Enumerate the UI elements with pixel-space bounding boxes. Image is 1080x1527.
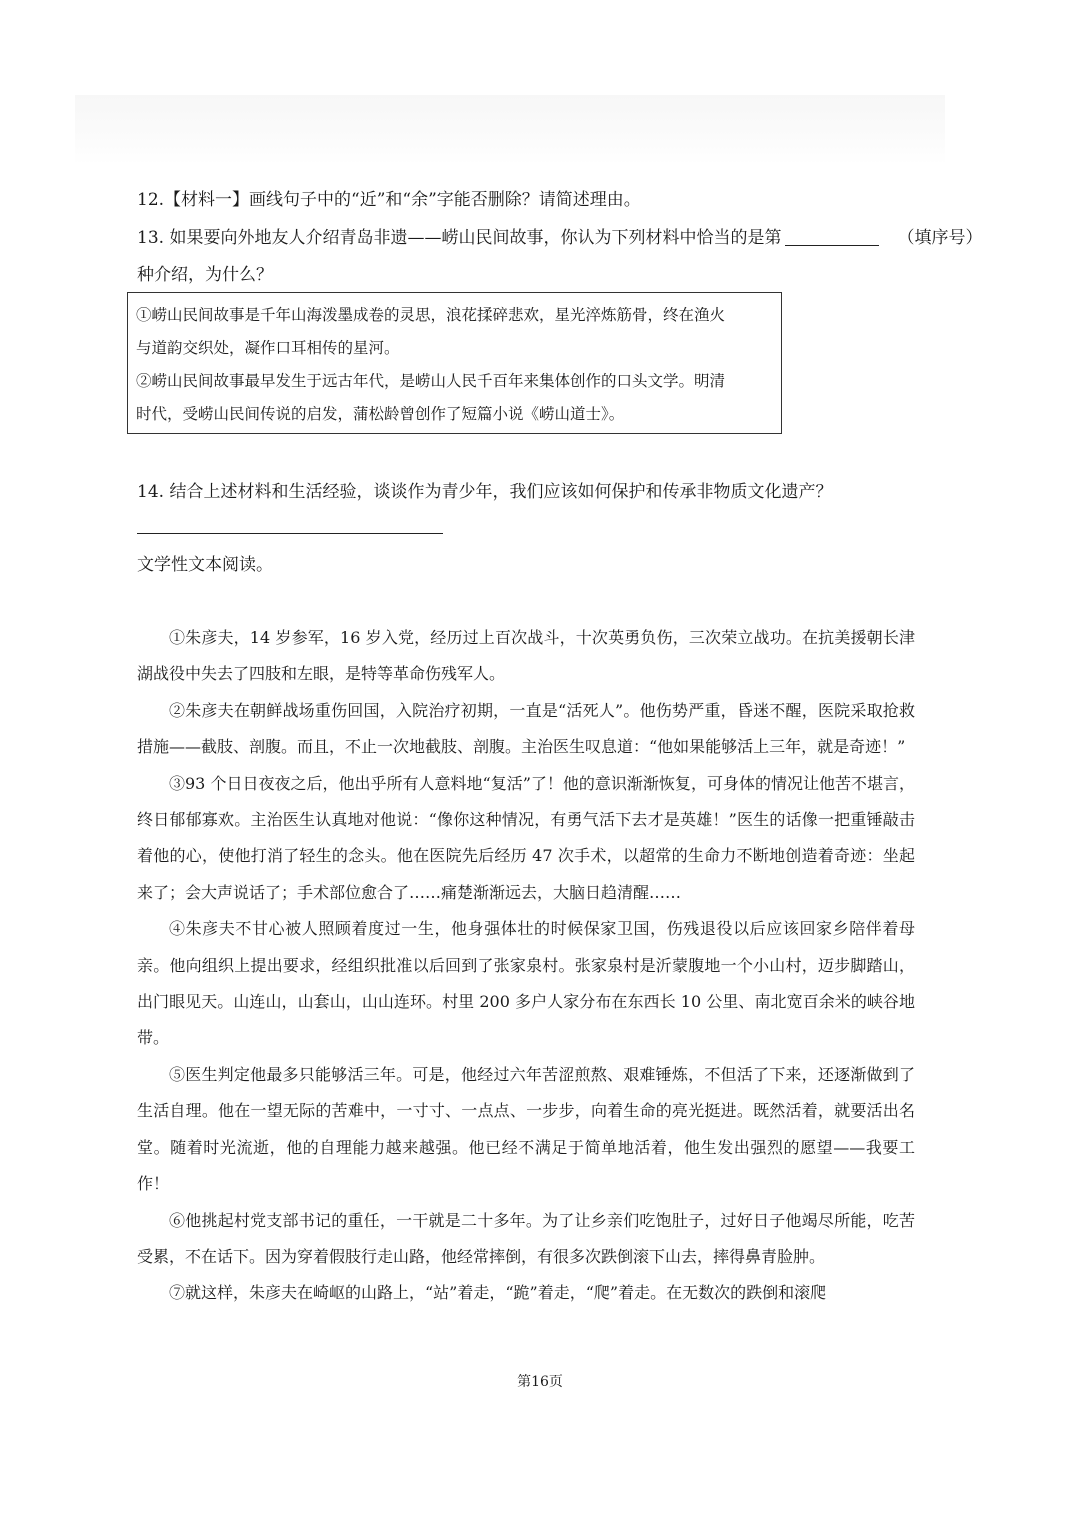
material-line: ②崂山民间故事最早发生于远古年代，是崂山人民千百年来集体创作的口头文学。明清 [136,372,726,390]
section-title: 文学性文本阅读。 [137,555,273,575]
story-paragraph: ⑤医生判定他最多只能够活三年。可是，他经过六年苦涩煎熬、艰难锤炼，不但活了下来，还逐渐做到了生活自理。他在一望无际的苦难中，一寸寸、一点点、一步步，向着生命的亮光挺进。既然活着，就要活出名堂。随着时光流逝，他的自理能力越来越强。他已经不满足于简单地活着，他生发出强烈的愿望——我要工作！ [137,1064,915,1194]
material-line: 与道韵交织处，凝作口耳相传的星河。 [136,339,400,357]
question-13-continuation: 种介绍，为什么？ [137,265,273,285]
story-text [137,620,915,1312]
material-line: ①崂山民间故事是千年山海泼墨成卷的灵思，浪花揉碎悲欢，星光淬炼筋骨，终在渔火 [136,306,726,324]
question-13 [137,226,982,250]
answer-blank[interactable] [785,227,879,246]
story-paragraph: ①朱彦夫，14 岁参军，16 岁入党，经历过上百次战斗，十次英勇负伤，三次荣立战功。在抗美援朝长津湖战役中失去了四肢和左眼，是特等革命伤残军人。 [137,628,915,684]
material-box [127,292,782,434]
question-14: 14. 结合上述材料和生活经验，谈谈作为青少年，我们应该如何保护和传承非物质文化遗产？ [137,482,833,502]
scan-shadow [75,95,945,165]
material-line: 时代，受崂山民间传说的启发，蒲松龄曾创作了短篇小说《崂山道士》。 [136,405,625,423]
page-number: 第16页 [517,1374,563,1390]
fill-hint: （填序号） [897,228,983,248]
story-paragraph: ②朱彦夫在朝鲜战场重伤回国，入院治疗初期，一直是“活死人”。他伤势严重，昏迷不醒，医院采取抢救措施——截肢、剖腹。而且，不止一次地截肢、剖腹。主治医生叹息道：“他如果能够活上三年，就是奇迹！” [137,700,915,757]
question-12: 12.【材料一】画线句子中的“近”和“余”字能否删除？请简述理由。 [137,190,641,210]
story-paragraph: ④朱彦夫不甘心被人照顾着度过一生，他身强体壮的时候保家卫国，伤残退役以后应该回家乡陪伴着母亲。他向组织上提出要求，经组织批准以后回到了张家泉村。张家泉村是沂蒙腹地一个小山村，迈步脚踏山，出门眼见天。山连山，山套山，山山连环。村里 200 多户人家分布在东西长 10 公里、南北宽百余米的峡谷地带。 [137,919,915,1048]
story-paragraph: ⑥他挑起村党支部书记的重任，一干就是二十多年。为了让乡亲们吃饱肚子，过好日子他竭尽所能，吃苦受累，不在话下。因为穿着假肢行走山路，他经常摔倒，有很多次跌倒滚下山去，摔得鼻青脸肿。 [137,1210,915,1266]
story-paragraph: ⑦就这样，朱彦夫在崎岖的山路上，“站”着走，“跪”着走，“爬”着走。在无数次的跌倒和滚爬 [169,1283,827,1303]
story-paragraph: ③93 个日日夜夜之后，他出乎所有人意料地“复活”了！他的意识渐渐恢复，可身体的情况让他苦不堪言，终日郁郁寡欢。主治医生认真地对他说：“像你这种情况，有勇气活下去才是英雄！”医生的话像一把重锤敲击着他的心，使他打消了轻生的念头。他在医院先后经历 47 次手术，以超常的生命力不断地创造着奇迹：坐起来了；会大声说话了；手术部位愈合了……痛楚渐渐远去，大脑日趋清醒…… [137,773,915,902]
question-13-text: 13. 如果要向外地友人介绍青岛非遗——崂山民间故事，你认为下列材料中恰当的是第 [137,228,782,248]
answer-line[interactable] [137,533,443,534]
